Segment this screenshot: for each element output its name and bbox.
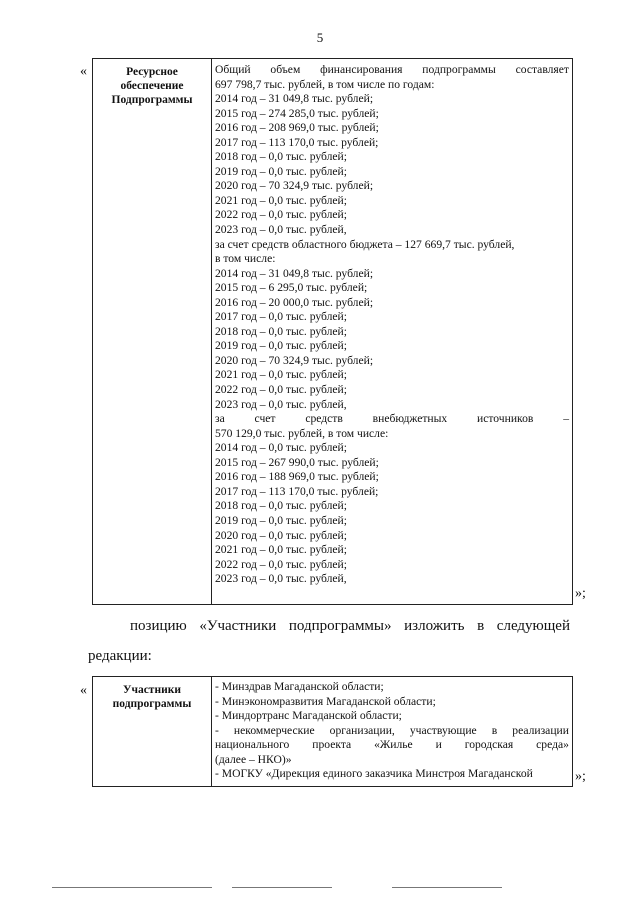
text-line: Подпрограммы [111, 94, 193, 106]
word: за [215, 412, 225, 426]
word: «Участники [199, 618, 277, 634]
word: в [491, 723, 498, 737]
participants-table [92, 676, 573, 787]
text-line: 2017 год – 113 170,0 тыс. рублей; [215, 135, 379, 149]
text-line [215, 412, 569, 427]
text-line: 2017 год – 0,0 тыс. рублей; [215, 310, 347, 324]
word: и [435, 738, 442, 752]
word: - [215, 723, 219, 737]
text-line: 2018 год – 0,0 тыс. рублей; [215, 150, 347, 164]
text-line: 2020 год – 70 324,9 тыс. рублей; [215, 353, 374, 367]
word: средств [305, 412, 343, 426]
word: подпрограммы [422, 63, 496, 76]
word: национального [215, 738, 290, 752]
text-line: 2021 год – 0,0 тыс. рублей; [215, 543, 347, 557]
text-line: 2022 год – 0,0 тыс. рублей; [215, 383, 347, 397]
text-line: 2016 год – 188 969,0 тыс. рублей; [215, 470, 379, 484]
opening-quote: « [80, 64, 87, 79]
text-line: Участники [123, 684, 181, 696]
word: участвующие [409, 723, 477, 737]
text-line: 2018 год – 0,0 тыс. рублей; [215, 499, 347, 513]
word: среда» [536, 738, 569, 752]
resource-table [92, 58, 573, 605]
text-line: 2019 год – 0,0 тыс. рублей; [215, 164, 347, 178]
text-line: 2018 год – 0,0 тыс. рублей; [215, 324, 347, 338]
text-line: в том числе: [215, 252, 276, 266]
word: – [563, 412, 569, 426]
text-line: 2020 год – 70 324,9 тыс. рублей; [215, 179, 374, 193]
text-line: 697 798,7 тыс. рублей, в том числе по годам: [215, 77, 435, 91]
word: «Жилье [374, 738, 413, 752]
footer-rule [392, 887, 502, 888]
opening-quote: « [80, 683, 87, 698]
footer-rule [232, 887, 332, 888]
text-line: - МОГКУ «Дирекция единого заказчика Минстроя Магаданской [215, 767, 533, 781]
text-line: подпрограммы [112, 698, 192, 710]
footer-rule [52, 887, 212, 888]
participants-label-cell [93, 677, 212, 787]
text-line: Ресурсное [126, 66, 178, 78]
text-line: обеспечение [120, 80, 184, 92]
text-line: 2019 год – 0,0 тыс. рублей; [215, 513, 347, 527]
word: изложить [404, 618, 465, 634]
resource-content-cell [212, 59, 573, 605]
word: составляет [515, 63, 569, 76]
text-line: 2016 год – 20 000,0 тыс. рублей; [215, 295, 374, 309]
word: Общий [215, 63, 251, 76]
word: источников [477, 412, 534, 426]
word: счет [254, 412, 276, 426]
text-line: 2023 год – 0,0 тыс. рублей, [215, 223, 347, 237]
closing-quote: »; [575, 586, 586, 601]
text-line: 2014 год – 0,0 тыс. рублей; [215, 441, 347, 455]
text-line: 2023 год – 0,0 тыс. рублей, [215, 397, 347, 411]
text-line: 2021 год – 0,0 тыс. рублей; [215, 193, 347, 207]
text-line [215, 724, 569, 739]
text-line: 2014 год – 31 049,8 тыс. рублей; [215, 92, 374, 106]
text-line: 2023 год – 0,0 тыс. рублей, [215, 572, 347, 586]
text-line: за счет средств областного бюджета – 127 669,7 тыс. рублей, [215, 237, 515, 251]
word: реализации [512, 723, 569, 737]
word: внебюджетных [372, 412, 448, 426]
word: следующей [496, 618, 570, 634]
word: городская [464, 738, 514, 752]
text-line: 2020 год – 0,0 тыс. рублей; [215, 528, 347, 542]
text-line [215, 63, 569, 78]
text-line: (далее – НКО)» [215, 752, 292, 766]
text-line: - Минздрав Магаданской области; [215, 680, 384, 693]
text-line: 2019 год – 0,0 тыс. рублей; [215, 339, 347, 353]
word: объем [270, 63, 301, 76]
text-line: 2022 год – 0,0 тыс. рублей; [215, 557, 347, 571]
text-line: 2021 год – 0,0 тыс. рублей; [215, 368, 347, 382]
paragraph-first-line [130, 618, 570, 635]
paragraph-second-line: редакции: [88, 648, 152, 664]
text-line: - Минэкономразвития Магаданской области; [215, 694, 436, 708]
resource-label-cell [93, 59, 212, 605]
word: подпрограммы» [288, 618, 392, 634]
text-line: 2015 год – 267 990,0 тыс. рублей; [215, 455, 379, 469]
text-line [215, 738, 569, 753]
word: некоммерческие [233, 723, 315, 737]
word: организации, [329, 723, 395, 737]
word: позицию [130, 618, 187, 634]
text-line: 2017 год – 113 170,0 тыс. рублей; [215, 484, 379, 498]
closing-quote: »; [575, 769, 586, 784]
text-line: 2014 год – 31 049,8 тыс. рублей; [215, 266, 374, 280]
text-line: 2015 год – 274 285,0 тыс. рублей; [215, 106, 379, 120]
text-line: 2016 год – 208 969,0 тыс. рублей; [215, 121, 379, 135]
text-line: - Миндортранс Магаданской области; [215, 709, 402, 723]
word: проекта [312, 738, 352, 752]
word: финансирования [320, 63, 403, 76]
text-line: 2015 год – 6 295,0 тыс. рублей; [215, 281, 368, 295]
word: в [477, 618, 485, 634]
text-line: 2022 год – 0,0 тыс. рублей; [215, 208, 347, 222]
text-line: 570 129,0 тыс. рублей, в том числе: [215, 426, 389, 440]
page-number: 5 [316, 30, 324, 45]
participants-content-cell [212, 677, 573, 787]
